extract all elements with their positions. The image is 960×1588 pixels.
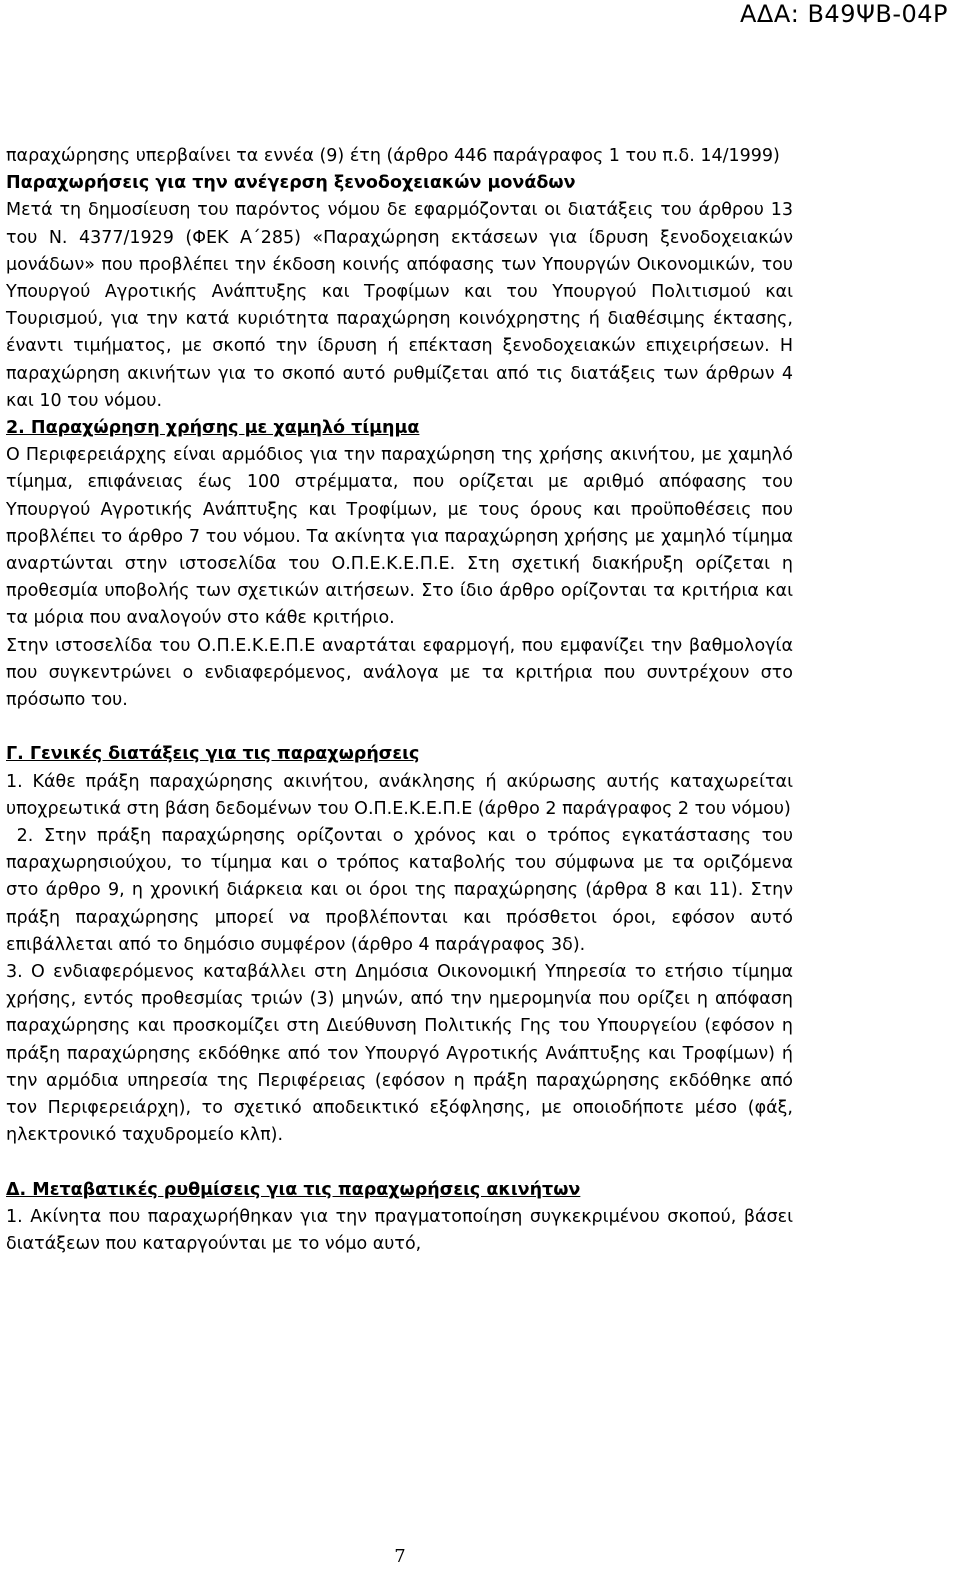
document-id-header: ΑΔΑ: Β49ΨΒ-04Ρ (740, 0, 948, 28)
paragraph-general-2: 2. Στην πράξη παραχώρησης ορίζονται ο χρόνος και ο τρόπος εγκατάστασης του παραχωρησιούχου, το τίμημα και ο τρόπος καταβολής του σύμφωνα με τα οριζόμενα στο άρθρο 9, η χρονική διάρκεια και οι όροι της παραχώρησης (άρθρα 8 και 11). Στην πράξη παραχώρησης μπορεί να προβλέπονται και πρόσθετοι όροι, εφόσον αυτό επιβάλλεται από το δημόσιο συμφέρον (άρθρο 4 παράγραφος 3δ). (6, 826, 799, 955)
paragraph-general-3: 3. Ο ενδιαφερόμενος καταβάλλει στη Δημόσια Οικονομική Υπηρεσία το ετήσιο τίμημα χρήσης, εντός προθεσμίας τριών (3) μηνών, από την ημερομηνία που ορίζει η απόφαση παραχώρησης και προσκομίζει στη Διεύθυνση Πολιτικής Γης του Υπουργείου (εφόσον η πράξη παραχώρησης εκδόθηκε από τον Υπουργό Αγροτικής Ανάπτυξης και Τροφίμων) ή την αρμόδια υπηρεσία της Περιφέρειας (εφόσον η πράξη παραχώρησης εκδόθηκε από τον Περιφερειάρχη), το σχετικό αποδεικτικό εξόφλησης, με οποιοδήποτε μέσο (φάξ, ηλεκτρονικό ταχυδρομείο κλπ). (6, 962, 793, 1146)
paragraph-term-limit: παραχώρησης υπερβαίνει τα εννέα (9) έτη (άρθρο 446 παράγραφος 1 του π.δ. 14/1999) (6, 146, 780, 166)
paragraph-transitional-1: 1. Ακίνητα που παραχωρήθηκαν για την πραγματοποίηση συγκεκριμένου σκοπού, βάσει διατάξεων που καταργούνται με το νόμο αυτό, (6, 1206, 793, 1255)
heading-general-provisions: Γ. Γενικές διατάξεις για τις παραχωρήσεις (6, 744, 420, 765)
paragraph-website-application: Στην ιστοσελίδα του Ο.Π.Ε.Κ.Ε.Π.Ε αναρτάται εφαρμογή, που εμφανίζει την βαθμολογία που συγκεντρώνει ο ενδιαφερόμενος, ανάλογα με τα κριτήρια που συντρέχουν στο πρόσωπο του. (6, 635, 793, 711)
heading-hotel-concessions: Παραχωρήσεις για την ανέγερση ξενοδοχειακών μονάδων (6, 173, 576, 194)
heading-low-price-use: 2. Παραχώρηση χρήσης με χαμηλό τίμημα (6, 418, 420, 439)
heading-transitional-provisions: Δ. Μεταβατικές ρυθμίσεις για τις παραχωρήσεις ακινήτων (6, 1179, 581, 1200)
document-body (6, 143, 799, 1258)
paragraph-hotel-concessions: Μετά τη δημοσίευση του παρόντος νόμου δε εφαρμόζονται οι διατάξεις του άρθρου 13 του Ν. 4377/1929 (ΦΕΚ Α΄285) «Παραχώρηση εκτάσεων για ίδρυση ξενοδοχειακών μονάδων» που προβλέπει την έκδοση κοινής απόφασης των Υπουργών Οικονομικών, του Υπουργού Αγροτικής Ανάπτυξης και Τροφίμων και του Υπουργού Πολιτισμού και Τουρισμού, για την κατά κυριότητα παραχώρηση κοινόχρηστης ή διαθέσιμης έκτασης, έναντι τιμήματος, με σκοπό την ίδρυση ή επέκταση ξενοδοχειακών επιχειρήσεων. Η παραχώρηση ακινήτων για το σκοπό αυτό ρυθμίζεται από τις διατάξεις των άρθρων 4 και 10 του νόμου. (6, 200, 793, 411)
page-number: 7 (394, 1546, 406, 1567)
paragraph-general-1: 1. Κάθε πράξη παραχώρησης ακινήτου, ανάκλησης ή ακύρωσης αυτής καταχωρείται υποχρεωτικά στη βάση δεδομένων του Ο.Π.Ε.Κ.Ε.Π.Ε (άρθρο 2 παράγραφος 2 του νόμου) (6, 771, 793, 819)
blank-line (6, 1150, 793, 1177)
blank-line (6, 714, 793, 741)
paragraph-regional-governor: Ο Περιφερειάρχης είναι αρμόδιος για την παραχώρηση της χρήσης ακινήτου, με χαμηλό τίμημα, επιφάνειας έως 100 στρέμματα, που ορίζεται με αριθμό απόφασης του Υπουργού Αγροτικής Ανάπτυξης και Τροφίμων, με τους όρους και προϋποθέσεις που προβλέπει το άρθρο 7 του νόμου. Τα ακίνητα για παραχώρηση χρήσης με χαμηλό τίμημα αναρτώνται στην ιστοσελίδα του Ο.Π.Ε.Κ.Ε.Π.Ε. Στη σχετική διακήρυξη ορίζεται η προθεσμία υποβολής των σχετικών αιτήσεων. Στο ίδιο άρθρο ορίζονται τα κριτήρια και τα μόρια που αναλογούν στο κάθε κριτήριο. (6, 445, 793, 629)
